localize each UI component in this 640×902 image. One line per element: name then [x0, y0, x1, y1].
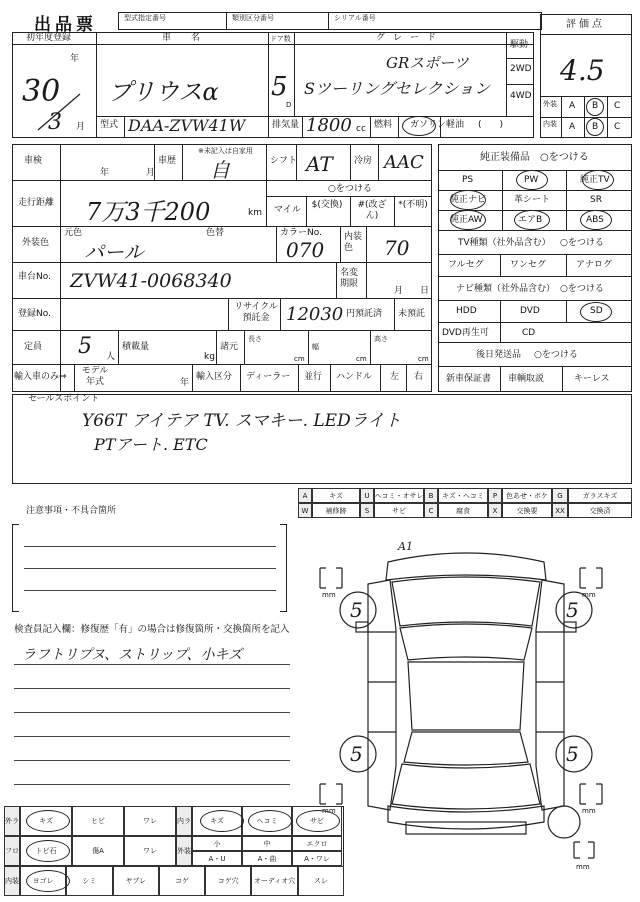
inspector-label: 検査員記入欄：修復歴「有」の場合は修復箇所・交換箇所を記入 — [14, 624, 290, 635]
capacity-label: 定員 — [24, 342, 43, 352]
history-value: 自 — [210, 158, 230, 182]
interior-label: 内装 — [543, 120, 557, 128]
check-cell: ヤブレ — [113, 866, 159, 896]
check-cell: トビ石 — [20, 836, 72, 866]
recycle-unit: 円預託済 — [346, 309, 383, 319]
notes-bracket-left — [12, 524, 19, 612]
shift-value: AT — [306, 152, 333, 176]
legend-cell: C — [424, 503, 438, 518]
notes-bracket-right — [280, 524, 287, 612]
car-roof — [408, 662, 524, 730]
later-warranty: 新車保証書 — [446, 374, 492, 384]
equip-airbag: エアB — [518, 215, 543, 225]
pw-circle-mark — [516, 170, 548, 190]
door-count: 5 — [271, 72, 288, 102]
check-circle-mark — [26, 810, 70, 832]
import-type-label: 輸入区分 — [196, 372, 233, 382]
legend-cell: キズ・ヘコミ — [438, 488, 488, 503]
legend-cell: 交換要 — [502, 503, 552, 518]
check-cell: サビ — [292, 806, 342, 836]
car-front-bumper — [386, 553, 546, 580]
check-cell: ワレ — [124, 806, 176, 836]
mm-rl: mm — [322, 807, 336, 815]
drive-label: 駆動 — [510, 40, 529, 50]
car-diagram — [296, 522, 640, 902]
mileage-unit: km — [248, 208, 262, 218]
later-note: ○をつける — [534, 350, 578, 360]
equip-pw: PW — [524, 175, 539, 185]
inspector-line1: ラフトリプヌ、ストリップ、小キズ — [22, 647, 243, 663]
load-label: 積載量 — [122, 342, 150, 352]
tire-rr-depth: 5 — [566, 742, 579, 766]
grade-line2: Sツーリングセレクション — [304, 79, 491, 98]
check-cell: ヨゴレ — [20, 866, 66, 896]
check-cell: ヒビ — [72, 806, 124, 836]
color-no-value: 070 — [286, 238, 325, 262]
legend-cell: ヘコミ・オサレ — [374, 488, 424, 503]
shaken-label: 車検 — [24, 156, 43, 166]
tv-oneseg: ワンセグ — [510, 260, 547, 270]
tv-type-label: TV種類（社外品含む） — [458, 238, 551, 248]
legend-cells — [298, 488, 632, 518]
exterior-label: 外装 — [543, 100, 557, 108]
int-grade-a: A — [569, 122, 576, 132]
check-cells — [4, 806, 344, 896]
check-cell: コゲ穴 — [205, 866, 251, 896]
first-reg-label: 初年度登録 — [26, 33, 72, 43]
model-designation-label: 型式指定番号 — [124, 14, 166, 22]
mileage-note: ○をつける — [328, 184, 372, 194]
color-value: パール — [84, 240, 144, 264]
notes-label: 注意事項・不具合箇所 — [26, 506, 117, 516]
sales-points-label: セールスポイント — [28, 394, 100, 404]
color-changed-label: 色替 — [206, 228, 225, 238]
score-label: 評価点 — [566, 19, 605, 30]
check-cell: 小 — [192, 836, 242, 851]
vehicle-name: プリウスα — [108, 78, 219, 106]
grade-label: グレード — [376, 33, 445, 43]
check-cell: キズ — [20, 806, 72, 836]
legend-cell: P — [488, 488, 502, 503]
vin-value: ZVW41-0068340 — [70, 270, 232, 292]
car-rear-glass — [404, 732, 528, 765]
aw-circle-mark — [450, 210, 486, 230]
legend-cell: U — [360, 488, 374, 503]
mm-rr: mm — [582, 807, 596, 815]
import-parallel: 並行 — [304, 372, 323, 382]
car-trunk — [392, 764, 540, 809]
navi-type-note: ○をつける — [560, 284, 604, 294]
tv-analog: アナログ — [576, 260, 613, 270]
legend-cell: 交換済 — [568, 503, 632, 518]
name-change-day: 日 — [420, 286, 430, 296]
name-label: 車名 — [162, 33, 221, 43]
equip-aw: 純正AW — [450, 215, 483, 225]
fuel-circle-mark — [402, 116, 436, 136]
first-reg-month: 3 — [48, 110, 62, 135]
abs-circle-mark — [580, 210, 612, 230]
car-windshield — [400, 624, 532, 660]
name-change-label: 名変期限 — [340, 268, 359, 289]
shaken-month: 月 — [146, 168, 156, 178]
model-code: DAA-ZVW41W — [128, 116, 246, 135]
navi-sd: SD — [590, 306, 603, 316]
equip-sr: SR — [590, 195, 602, 205]
check-circle-mark — [296, 810, 340, 832]
equip-abs: ABS — [586, 215, 604, 225]
length-unit: cm — [294, 355, 305, 363]
check-side-label: 内装 — [4, 866, 20, 896]
model-year-label: モデル年式 — [81, 366, 109, 387]
legend-cell: 色あせ・ボケ — [502, 488, 552, 503]
airbag-circle-mark — [514, 210, 550, 230]
check-cell: 中 — [242, 836, 292, 851]
unknown-label: *(不明) — [398, 200, 428, 210]
navi-circle-mark — [450, 190, 486, 210]
ext-grade-a: A — [569, 101, 576, 111]
legend-cell: S — [360, 503, 374, 518]
drive-2wd: 2WD — [510, 64, 532, 74]
int-grade-c: C — [614, 122, 621, 132]
equipment-note: ○をつける — [540, 152, 589, 163]
check-cell: ワレ — [124, 836, 176, 866]
navi-cd: CD — [522, 328, 536, 338]
load-unit: kg — [204, 352, 215, 362]
check-side-label: フロ — [4, 836, 20, 866]
int-grade-b: B — [592, 122, 599, 132]
first-reg-year: 30 — [22, 74, 61, 109]
fuel-gasoline: ガソリン — [410, 120, 447, 130]
later-keyless: キーレス — [574, 374, 610, 384]
sales-points-line1: Y66T アイテア TV. スマキー. LEDライト — [82, 411, 402, 431]
check-circle-mark — [26, 870, 70, 892]
header-fields — [118, 12, 542, 30]
tv-circle-mark — [582, 170, 614, 190]
color-original-label: 元色 — [64, 228, 83, 238]
fuel-label: 燃料 — [374, 120, 393, 130]
grade-line1: GRスポーツ — [386, 54, 469, 72]
navi-hdd: HDD — [456, 306, 477, 316]
ac-label: 冷房 — [354, 156, 373, 166]
tire-rl-depth: 5 — [350, 742, 363, 766]
equip-leather: 革シート — [514, 195, 551, 205]
later-manual: 車輌取説 — [508, 374, 545, 384]
shift-label: シフト — [270, 156, 298, 166]
navi-dvd-play: DVD再生可 — [442, 328, 489, 338]
car-right-side — [536, 580, 564, 810]
legend-cell: サビ — [374, 503, 424, 518]
check-circle-mark — [26, 840, 70, 862]
mm-spare: mm — [576, 863, 590, 871]
check-cell: エクロ — [292, 836, 342, 851]
handle-label: ハンドル — [336, 372, 373, 382]
equip-tv: 純正TV — [580, 175, 610, 185]
ext-circle-mark — [586, 98, 604, 116]
check-cell: スレ — [298, 866, 344, 896]
check-side-label: 外装 — [176, 836, 192, 866]
legend-cell: B — [424, 488, 438, 503]
dims-label: 諸元 — [220, 342, 239, 352]
legend-cell: 腐食 — [438, 503, 488, 518]
reg-no-label: 登録No. — [18, 309, 51, 319]
interior-color-label: 内装色 — [344, 232, 363, 253]
legend-cell: キズ — [312, 488, 360, 503]
name-change-month: 月 — [394, 286, 404, 296]
sales-points-line2: PTアート. ETC — [94, 435, 208, 454]
equip-ps: PS — [462, 175, 474, 185]
month-unit: 月 — [76, 122, 86, 132]
check-side-label: 外ラ — [4, 806, 20, 836]
equip-navi: 純正ナビ — [450, 195, 487, 205]
legend-cell: A — [298, 488, 312, 503]
vin-label: 車台No. — [18, 272, 51, 282]
tv-fullseg: フルセグ — [448, 260, 484, 270]
mileage-label: 走行距離 — [18, 198, 55, 208]
shaken-year: 年 — [100, 168, 110, 178]
legend-cell: X — [488, 503, 502, 518]
check-cell: キズ — [192, 806, 242, 836]
displacement-unit: cc — [356, 124, 366, 134]
navi-dvd: DVD — [520, 306, 540, 316]
capacity-unit: 人 — [106, 352, 116, 362]
model-label: 型式 — [100, 120, 119, 130]
recycle-label: リサイクル預託金 — [234, 302, 278, 323]
mile-label: マイル — [274, 205, 301, 215]
displacement-value: 1800 — [306, 115, 352, 136]
check-cell: シミ — [66, 866, 112, 896]
displacement-label: 排気量 — [272, 120, 300, 130]
handle-right: 右 — [414, 372, 424, 382]
check-circle-mark — [200, 810, 244, 832]
category-label: 類別区分番号 — [232, 14, 274, 22]
check-cell: 傷A — [72, 836, 124, 866]
legend-cell: G — [552, 488, 568, 503]
history-label: 車歴 — [158, 156, 177, 166]
page-title: 出品票 — [34, 15, 97, 35]
serial-label: シリアル番号 — [334, 14, 376, 22]
width-unit: cm — [356, 355, 367, 363]
check-side-label: 内ラ — [176, 806, 192, 836]
import-dealer: ディーラー — [246, 372, 291, 382]
other-fuel: ( ) — [478, 120, 504, 130]
legend-cell: W — [298, 503, 312, 518]
car-left-side — [368, 580, 396, 810]
check-cell: オーディオ穴 — [251, 866, 297, 896]
ac-value: AAC — [384, 152, 424, 173]
tamper-label: #(改ざん) — [357, 200, 387, 221]
model-year-unit: 年 — [180, 378, 190, 388]
spare-tire — [548, 806, 580, 838]
doors-suffix: D — [286, 101, 292, 109]
height-unit: cm — [418, 355, 429, 363]
import-label: 輸入車のみ⇒ — [14, 372, 67, 382]
color-no-label: カラーNo. — [280, 228, 322, 238]
interior-color-value: 70 — [384, 236, 410, 260]
capacity-value: 5 — [78, 334, 92, 359]
year-unit: 年 — [70, 54, 80, 64]
check-sub-cell: A・曲 — [242, 851, 292, 866]
check-sub-cell: A・ワレ — [292, 851, 342, 866]
check-cell: ヘコミ — [242, 806, 292, 836]
mm-fl: mm — [322, 591, 336, 599]
length-label: 長さ — [248, 335, 262, 343]
mileage-value: 7万3千200 — [86, 198, 211, 226]
mm-fr: mm — [582, 591, 596, 599]
handle-left: 左 — [390, 372, 400, 382]
drive-4wd: 4WD — [510, 91, 532, 101]
tv-type-note: ○をつける — [560, 238, 604, 248]
equipment-title: 純正装備品 — [480, 152, 530, 163]
sd-circle-mark — [580, 302, 612, 322]
ext-grade-b: B — [592, 101, 599, 111]
later-label: 後日発送品 — [476, 350, 522, 360]
check-sub-cell: A・U — [192, 851, 242, 866]
doors-label: ドア数 — [270, 35, 291, 43]
ext-grade-c: C — [614, 101, 621, 111]
tire-fr-depth: 5 — [566, 598, 579, 622]
check-cell: コゲ — [159, 866, 205, 896]
recycle-amount: 12030 — [286, 304, 344, 325]
history-note: ※未記入は自家用 — [198, 147, 253, 155]
navi-type-label: ナビ種類（社外品含む） — [456, 284, 556, 294]
recycle-unpaid: 未預託 — [398, 309, 426, 319]
score-value: 4.5 — [560, 54, 605, 87]
damage-mark-front: A1 — [398, 540, 413, 553]
int-circle-mark — [586, 118, 604, 136]
width-label: 幅 — [312, 343, 319, 351]
legend-cell: 補修跡 — [312, 503, 360, 518]
height-label: 高さ — [374, 335, 388, 343]
color-label: 外装色 — [22, 238, 50, 248]
car-rear-plate — [406, 822, 526, 834]
swap-label: $(交換) — [311, 200, 343, 210]
light-oil-label: 軽油 — [446, 120, 465, 130]
legend-cell: XX — [552, 503, 568, 518]
tire-fl-depth: 5 — [350, 598, 363, 622]
check-circle-mark — [248, 810, 292, 832]
car-hood — [392, 577, 540, 626]
legend-cell: ガラスキズ — [568, 488, 632, 503]
